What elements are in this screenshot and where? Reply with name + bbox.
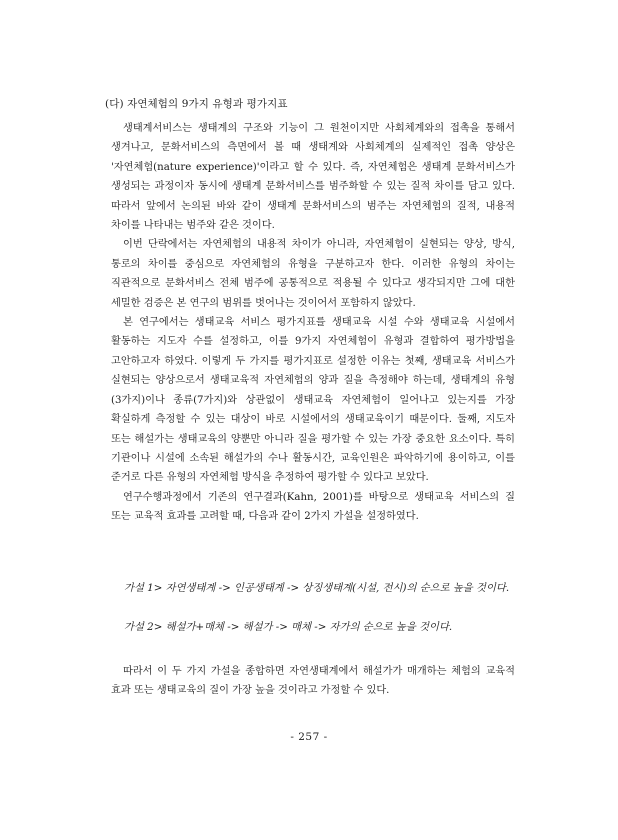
- section-heading: (다) 자연체험의 9가지 유형과 평가지표: [105, 98, 288, 110]
- paragraph-4: 연구수행과정에서 기존의 연구결과(Kahn, 2001)를 바탕으로 생태교육 서비스의 질 또는 교육적 효과를 고려할 때, 다음과 같이 2가지 가설을 설정하였다.: [111, 491, 515, 523]
- hypothesis-2: 가설 2> 해설가+매체 -> 해설가 -> 매체 -> 자가의 순으로 높을 것이다.: [124, 621, 453, 633]
- page-number: - 257 -: [290, 731, 328, 743]
- paragraph-1: 생태계서비스는 생태계의 구조와 기능이 그 원천이지만 사회체계와의 접촉을 통해서 생겨나고, 문화서비스의 측면에서 볼 때 생태계와 사회체계의 실제적인 접촉 양상은 '자연체험(nature experience)'이라고 할 수 있다. 즉, 자연체험은 생태계 문화서비스가 생성되는 과정이자 동시에 생태계 문화서비스를 범주화할 수 있는 질적 차이를 담고 있다. 따라서 앞에서 논의된 바와 같이 생태계 문화서비스의 범주는 자연체험의 질적, 내용적 차이를 나타내는 범주와 같은 것이다.: [111, 123, 515, 232]
- conclusion-text: [111, 662, 515, 701]
- final-paragraph: 따라서 이 두 가지 가설을 종합하면 자연생태계에서 해설가가 매개하는 체험의 교육적 효과 또는 생태교육의 질이 가장 높을 것이라고 가정할 수 있다.: [111, 666, 515, 697]
- paragraph-3: 본 연구에서는 생태교육 서비스 평가지표를 생태교육 시설 수와 생태교육 시설에서 활동하는 지도자 수를 설정하고, 이를 9가지 자연체험이 유형과 결합하여 평가방법을 고안하고자 하였다. 이렇게 두 가지를 평가지표로 설정한 이유는 첫째, 생태교육 서비스가 실현되는 양상으로서 생태교육적 자연체험의 양과 질을 측정해야 하는데, 생태계의 유형(3가지)이나 종류(7가지)와 상관없이 생태교육 자연체험이 일어나고 있는지를 가장 확실하게 측정할 수 있는 대상이 바로 시설에서의 생태교육이기 때문이다. 둘째, 지도자 또는 해설가는 생태교육의 양뿐만 아니라 질을 평가할 수 있는 가장 중요한 요소이다. 특히 기관이나 시설에 소속된 해설가의 수나 활동시간, 교육인원은 파악하기에 용이하고, 이를 준거로 다른 유형의 자연체험 방식을 추정하여 평가할 수 있다고 보았다.: [111, 317, 515, 484]
- body-text: [111, 119, 515, 527]
- paragraph-2: 이번 단락에서는 자연체험의 내용적 차이가 아니라, 자연체험이 실현되는 양상, 방식, 통로의 차이를 중심으로 자연체험의 유형을 구분하고자 한다. 이러한 유형의 차이는 직관적으로 문화서비스 전체 범주에 공통적으로 적용될 수 있다고 생각되지만 그에 대한 세밀한 검증은 본 연구의 범위를 벗어나는 것이어서 포함하지 않았다.: [111, 239, 515, 309]
- hypothesis-1: 가설 1> 자연생태계 -> 인공생태계 -> 상징생태계(시설, 전시)의 순으로 높을 것이다.: [124, 582, 510, 594]
